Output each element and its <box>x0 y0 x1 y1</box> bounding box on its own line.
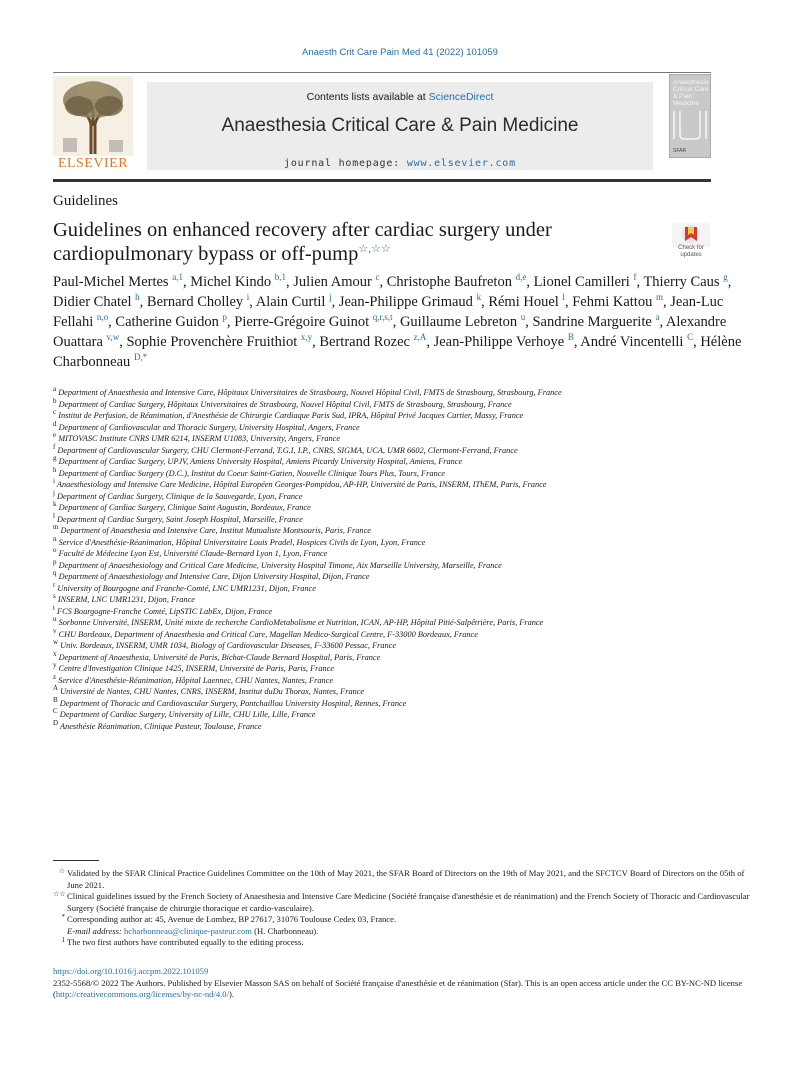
author-affiliation-marks[interactable]: D,* <box>133 352 148 363</box>
affiliation-text: Department of Cardiac Surgery (D.C.), Institut du Coeur Saint-Gatien, Nouvelle Clinique Tours Plus, Tours, France <box>58 468 445 478</box>
affiliation-mark: D <box>53 718 59 727</box>
author[interactable] <box>534 274 637 290</box>
author-name: Pierre-Grégoire Guinot <box>234 314 370 330</box>
affiliation-item <box>53 663 753 675</box>
affiliation-item <box>53 396 753 411</box>
footnote-mark: * <box>61 913 65 921</box>
affiliation-text: Department of Cardiac Surgery, Clinique de la Sauvegarde, Lyon, France <box>57 491 303 501</box>
affiliation-item <box>53 456 753 468</box>
author[interactable] <box>387 274 527 290</box>
author[interactable] <box>532 314 659 330</box>
author-name: Guillaume Lebreton <box>399 314 518 330</box>
author[interactable] <box>572 294 663 310</box>
contents-prefix: Contents lists available at <box>306 91 426 103</box>
masthead-top-rule <box>53 72 711 73</box>
elsevier-tree-icon <box>53 76 133 156</box>
journal-masthead <box>53 72 711 180</box>
contents-line <box>147 91 653 103</box>
author-affiliation-marks[interactable]: C <box>687 332 694 343</box>
masthead-band <box>147 82 653 170</box>
affiliation-item <box>53 442 753 457</box>
author-name: Didier Chatel <box>53 294 132 310</box>
affiliation-mark: h <box>53 465 57 474</box>
affiliation-item <box>53 617 753 629</box>
author-name: Rémi Houel <box>488 294 559 310</box>
affiliation-mark: p <box>53 557 57 566</box>
author[interactable] <box>147 294 249 310</box>
section-label: Guidelines <box>53 193 118 209</box>
footnote-mark: 1 <box>61 936 65 944</box>
journal-cover-thumbnail[interactable] <box>669 74 711 158</box>
elsevier-logo[interactable] <box>53 76 133 176</box>
masthead-bottom-rule <box>53 179 711 182</box>
author-affiliation-marks[interactable]: g <box>723 272 728 283</box>
affiliation-item <box>53 640 753 652</box>
affiliation-item <box>53 557 753 572</box>
author-name: Fehmi Kattou <box>572 294 653 310</box>
author[interactable] <box>643 274 727 290</box>
affiliation-item <box>53 580 753 595</box>
author[interactable] <box>488 294 565 310</box>
author-affiliation-marks[interactable]: l <box>562 292 565 303</box>
affiliation-mark: q <box>53 569 57 578</box>
author-affiliation-marks[interactable]: a,1 <box>172 272 183 283</box>
author-affiliation-marks[interactable]: j <box>329 292 332 303</box>
author-affiliation-marks[interactable]: d,e <box>515 272 527 283</box>
affiliation-text: Sorbonne Université, INSERM, Unité mixte de recherche CardioMetabolisme et Nutrition, ICAN, AP-HP, Hôpital Pitié-Salpêtrière, Paris, France <box>58 618 544 627</box>
footnote-text: Validated by the SFAR Clinical Practice Guidelines Committee on the 10th of May 2021, the SFAR Board of Directors on the 19th of May 2021, and the SFCTCV Board of Directors on the 05th of June 2021. <box>67 868 745 890</box>
footnote-text: The two first authors have contributed equally to the editing process. <box>67 937 304 947</box>
affiliation-text: Department of Anaesthesia and Intensive Care, Institut Mutualiste Montsouris, Paris, France <box>60 526 371 535</box>
affiliation-mark: o <box>53 546 57 555</box>
author-name: André Vincentelli <box>580 334 684 350</box>
author-affiliation-marks[interactable]: i <box>246 292 250 303</box>
author-name: Christophe Baufreton <box>386 274 512 290</box>
affiliation-mark: i <box>53 477 55 486</box>
footnote-text: Clinical guidelines issued by the French Society of Anaesthesia and Intensive Care Medicine (Société française d'anesthésie et de réanimation) and the French Society of Thoracic and Cardiovascular Surgery (Société française de chirurgie thoracique et cardio-vasculaire). <box>67 891 750 913</box>
author[interactable] <box>339 294 481 310</box>
affiliation-text: Department of Anaesthesiology and Critical Care Medicine, University Hospital Timone, Aix Marseille University, Marseille, France <box>58 560 502 570</box>
affiliation-item <box>53 502 753 514</box>
affiliation-text: Department of Thoracic and Cardiovascular Surgery, Pontchaillou University Hospital, Rennes, France <box>59 698 407 708</box>
affiliation-text: Faculté de Médecine Lyon Est, Université Claude-Bernard Lyon 1, Lyon, France <box>58 549 328 558</box>
affiliation-mark: d <box>53 419 57 428</box>
affiliation-mark: b <box>53 396 57 405</box>
affiliation-mark: A <box>53 684 59 693</box>
affiliation-mark: f <box>53 442 56 451</box>
affiliation-mark: u <box>53 615 57 624</box>
affiliation-item <box>53 387 753 399</box>
footnote-text: Corresponding author at: 45, Avenue de Lombez, BP 27617, 31076 Toulouse Cedex 03, France. <box>67 914 397 924</box>
affiliation-item <box>53 649 753 664</box>
affiliation-text: INSERM, LNC UMR1231, Dijon, France <box>57 595 195 604</box>
article-title-line-1: Guidelines on enhanced recovery after cardiac surgery under <box>53 219 552 241</box>
affiliation-text: Department of Anaesthesia and Intensive Care, Hôpitaux Universitaires de Strasbourg, Nouvel Hôpital Civil, FMTS de Strasbourg, Strasbourg, France <box>58 388 562 397</box>
email-link[interactable]: hcharbonneau@clinique-pasteur.com <box>123 925 252 936</box>
affiliation-item <box>53 410 753 422</box>
affiliation-item <box>53 672 753 687</box>
affiliation-text: MITOVASC Institute CNRS UMR 6214, INSERM U1083, University, Angers, France <box>58 434 341 443</box>
cover-graphic-icon <box>670 105 710 145</box>
homepage-line <box>147 158 653 169</box>
author[interactable] <box>580 334 693 350</box>
footnotes <box>53 868 753 949</box>
license-text: 2352-5568/© 2022 The Authors. Published by Elsevier Masson SAS on behalf of Société française d'anesthésie et de réanimation (Sfar). This is an open access article under the CC BY-NC-ND license ( <box>53 977 743 999</box>
affiliation-text: Centre d'Investigation Clinique 1425, INSERM, Université de Paris, Paris, France <box>58 664 335 673</box>
author-name: Bertrand Rozec <box>319 334 410 350</box>
author-name: Alexandre Ouattara <box>53 314 727 350</box>
affiliation-list <box>53 387 753 732</box>
affiliation-item <box>53 479 753 491</box>
footnote-equal-contribution <box>53 937 753 949</box>
author[interactable] <box>190 274 286 290</box>
doi-block <box>53 966 753 1001</box>
author-name: Jean-Philippe Verhoye <box>433 334 565 350</box>
author[interactable] <box>434 334 574 350</box>
affiliation-mark: g <box>53 454 57 463</box>
affiliation-mark: C <box>53 707 58 716</box>
affiliation-mark: k <box>53 500 57 509</box>
affiliation-text: CHU Bordeaux, Department of Anaesthesia and Critical Care, Magellan Medico-Surgical Centre, F-33000 Bordeaux, France <box>58 629 478 639</box>
affiliation-mark: t <box>53 603 55 612</box>
affiliation-text: Department of Anaesthesiology and Intensive Care, Dijon University Hospital, Dijon, France <box>58 572 370 581</box>
affiliation-item <box>53 571 753 583</box>
affiliation-text: Department of Cardiac Surgery, University of Lille, CHU Lille, Lille, France <box>59 710 316 719</box>
author-list: Paul-Michel Mertes $^{a,1}$, Michel Kindo $^{b,1}$, Julien Amour $^c$, Christophe Baufreton $^{d,e}$, Lionel Camilleri $^f$, Thierry Caus $^g$, Didier Chatel $^h$, Bernard Cholley $^i$, Alain Curtil $^j$, Jean-Philippe Grimaud $^k$, Rémi Houel $^l$, Fehmi Kattou $^m$, Jean-Luc Fellahi $^{n,o}$, Catherine Guidon $^p$, Pierre-Grégoire Guinot $^{q,r,s,t}$, Guillaume Lebreton $^u$, Sandrine Marguerite $^a$, Alexandre Ouattara $^{v,w}$, Sophie Provenchère Fruithiot $^{x,y}$, Bertrand Rozec $^{z,A}$, Jean-Philippe Verhoye $^B$, André Vincentelli $^C$, Hélène Charbonneau $^{D,*}$ <box>53 272 742 370</box>
author[interactable] <box>234 314 392 330</box>
crossmark-icon <box>672 223 710 247</box>
article-title-line-2: cardiopulmonary bypass or off-pump <box>53 243 359 265</box>
author-name: Catherine Guidon <box>115 314 219 330</box>
elsevier-wordmark: ELSEVIER <box>57 156 129 171</box>
footnote-clinical-guidelines <box>53 891 753 914</box>
license-statement <box>53 978 753 1001</box>
homepage-link[interactable]: www.elsevier.com <box>406 158 516 169</box>
doi-link[interactable]: https://doi.org/10.1016/j.accpm.2022.101059 <box>53 966 209 976</box>
affiliation-mark: a <box>53 385 57 394</box>
affiliation-text: Anesthésie Réanimation, Clinique Pasteur, Toulouse, France <box>60 721 262 731</box>
footnote-validation <box>53 868 753 891</box>
affiliation-mark: e <box>53 431 57 440</box>
affiliation-text: Department of Anaesthesia, Université de Paris, Bichat-Claude Bernard Hospital, Paris, France <box>58 652 381 662</box>
author-name: Michel Kindo <box>190 274 272 290</box>
author[interactable] <box>53 274 183 290</box>
author[interactable] <box>115 314 227 330</box>
affiliation-item <box>53 511 753 526</box>
affiliation-mark: l <box>53 511 55 520</box>
author-affiliation-marks[interactable]: k <box>476 292 482 303</box>
author-affiliation-marks[interactable]: z,A <box>413 332 427 343</box>
email-label: E-mail address: <box>67 925 122 936</box>
affiliation-text: Department of Cardiac Surgery, Hôpitaux Universitaires de Strasbourg, Nouvel Hôpital Civil, FMTS de Strasbourg, Strasbourg, France <box>58 399 512 409</box>
journal-reference[interactable]: Anaesth Crit Care Pain Med 41 (2022) 101059 <box>302 47 498 58</box>
author-affiliation-marks[interactable]: v,w <box>106 332 120 343</box>
author[interactable] <box>319 334 426 350</box>
affiliation-text: Department of Cardiovascular Surgery, CHU Clermont-Ferrand, T.G.I, I.P., CNRS, SIGMA, UCA, UMR 6602, Clermont-Ferrand, France <box>57 445 518 455</box>
author[interactable] <box>293 274 379 290</box>
affiliation-mark: n <box>53 534 57 543</box>
affiliation-text: FCS Bourgogne-Franche Comté, LipSTIC LabEx, Dijon, France <box>57 606 273 616</box>
license-close: ). <box>228 989 234 999</box>
author[interactable] <box>256 294 332 310</box>
homepage-prefix: journal homepage: <box>284 158 400 169</box>
license-link[interactable]: http://creativecommons.org/licenses/by-nc-nd/4.0/ <box>55 989 229 999</box>
author-name: Alain Curtil <box>255 294 326 310</box>
author-name: Jean-Philippe Grimaud <box>338 294 473 310</box>
affiliation-text: Department of Cardiac Surgery, Saint Joseph Hospital, Marseille, France <box>57 514 303 524</box>
author-name: Jean-Luc Fellahi <box>53 294 724 330</box>
affiliation-item <box>53 626 753 641</box>
affiliation-item <box>53 695 753 710</box>
author[interactable] <box>400 314 525 330</box>
affiliation-mark: m <box>53 523 59 532</box>
author-affiliation-marks[interactable]: x,y <box>300 332 313 343</box>
affiliation-item <box>53 433 753 445</box>
affiliation-text: Université de Nantes, CHU Nantes, CNRS, INSERM, Institut duDu Thorax, Nantes, France <box>60 687 365 696</box>
author-affiliation-marks[interactable]: a <box>655 312 660 323</box>
author-affiliation-marks[interactable]: q,r,s,t <box>372 312 393 323</box>
footnote-corresponding-author <box>53 914 753 937</box>
affiliation-text: Univ. Bordeaux, INSERM, UMR 1034, Biology of Cardiovascular Diseases, F-33600 Pessac, France <box>60 641 397 650</box>
crossmark-label-line-1: Check for <box>678 245 704 251</box>
author-affiliation-marks[interactable]: f <box>633 272 637 283</box>
author[interactable] <box>126 334 312 350</box>
author-name: Thierry Caus <box>643 274 720 290</box>
affiliation-mark: r <box>53 580 56 589</box>
author-name: Julien Amour <box>293 274 372 290</box>
title-footnote-marks[interactable]: ☆,☆☆ <box>358 243 391 256</box>
author-affiliation-marks[interactable]: b,1 <box>274 272 287 283</box>
affiliation-item <box>53 594 753 606</box>
crossmark-label-line-2: updates <box>680 251 702 258</box>
affiliation-item <box>53 709 753 721</box>
author-name: Sophie Provenchère Fruithiot <box>126 334 298 350</box>
affiliation-text: Institut de Perfusion, de Réanimation, d'Anesthésie de Chirurgie Cardiaque Paris Sud, IPRA, Hôpital Privé Jacques Cartier, Massy, France <box>58 411 524 420</box>
author-affiliation-marks[interactable]: u <box>520 312 526 323</box>
email-suffix: (H. Charbonneau). <box>254 925 319 936</box>
affiliation-mark: s <box>53 592 56 601</box>
affiliation-mark: x <box>53 649 57 658</box>
affiliation-mark: v <box>53 626 57 635</box>
affiliation-item <box>53 718 753 733</box>
author-name: Sandrine Marguerite <box>532 314 652 330</box>
crossmark-label <box>672 245 710 258</box>
author-affiliation-marks[interactable]: m <box>655 292 663 303</box>
footnote-mark: ☆☆ <box>53 890 66 898</box>
affiliation-text: Service d'Anesthésie-Réanimation, Hôpital Universitaire Louis Pradel, Hospices Civils de Lyon, Lyon, France <box>58 537 426 547</box>
author-affiliation-marks[interactable]: n,o <box>96 312 109 323</box>
affiliation-item <box>53 525 753 537</box>
cover-footer: SFAR <box>673 148 687 154</box>
affiliation-mark: z <box>53 672 57 681</box>
author-affiliation-marks[interactable]: h <box>135 292 140 303</box>
author-name: Bernard Cholley <box>146 294 244 310</box>
cover-title: Anaesthesia Critical Care & Pain Medicine <box>673 79 709 107</box>
affiliation-text: Service d'Anesthésie-Réanimation, Hôpital Laennec, CHU Nantes, Nantes, France <box>58 675 334 685</box>
affiliation-text: University of Bourgogne and Franche-Comté, LNC UMR1231, Dijon, France <box>57 583 316 593</box>
affiliation-item <box>53 603 753 618</box>
author-name: Lionel Camilleri <box>533 274 630 290</box>
affiliation-text: Department of Cardiac Surgery, Clinique Saint Augustin, Bordeaux, France <box>58 503 311 512</box>
author-name: Paul-Michel Mertes <box>53 274 169 290</box>
check-for-updates-badge[interactable] <box>672 223 710 263</box>
affiliation-mark: w <box>53 638 59 647</box>
author-affiliation-marks[interactable]: B <box>567 332 574 343</box>
affiliation-text: Department of Cardiovascular and Thoracic Surgery, University Hospital, Angers, France <box>58 422 360 432</box>
footnote-rule <box>53 860 99 861</box>
footnote-mark: ☆ <box>58 867 65 875</box>
author-affiliation-marks[interactable]: p <box>222 312 228 323</box>
author-name: Hélène Charbonneau <box>53 334 742 370</box>
sciencedirect-link[interactable]: ScienceDirect <box>428 91 494 103</box>
journal-title: Anaesthesia Critical Care & Pain Medicine <box>221 115 579 136</box>
author[interactable] <box>53 294 140 310</box>
affiliation-item <box>53 534 753 549</box>
author-affiliation-marks[interactable]: c <box>375 272 380 283</box>
affiliation-mark: B <box>53 695 58 704</box>
article-title <box>53 218 613 266</box>
affiliation-item <box>53 465 753 480</box>
affiliation-mark: j <box>53 488 55 497</box>
affiliation-text: Department of Cardiac Surgery, UPJV, Amiens University Hospital, Amiens Picardy University Hospital, Amiens, France <box>58 457 463 466</box>
affiliation-item <box>53 548 753 560</box>
affiliation-item <box>53 488 753 503</box>
affiliation-text: Anaesthesiology and Intensive Care Medicine, Hôpital Européen Georges-Pompidou, AP-HP, Université de Paris, INSERM, IThEM, Paris, France <box>56 480 547 489</box>
affiliation-item <box>53 686 753 698</box>
affiliation-item <box>53 419 753 434</box>
affiliation-mark: y <box>53 661 57 670</box>
affiliation-mark: c <box>53 408 57 417</box>
